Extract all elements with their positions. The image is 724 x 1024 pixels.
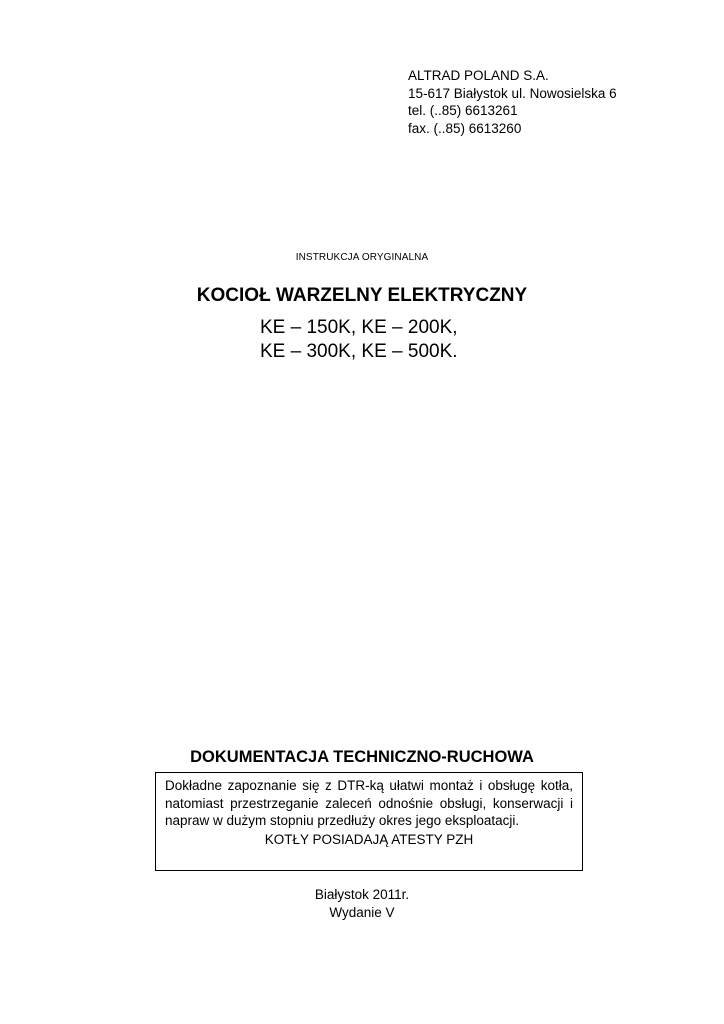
documentation-heading: DOKUMENTACJA TECHNICZNO-RUCHOWA xyxy=(190,748,534,766)
place-date: Białystok 2011r. xyxy=(314,887,410,902)
company-address: 15-617 Białystok ul. Nowosielska 6 xyxy=(408,85,617,101)
model-line-2: KE – 300K, KE – 500K. xyxy=(260,341,458,362)
document-title: KOCIOŁ WARZELNY ELEKTRYCZNY xyxy=(196,285,528,306)
company-phone: tel. (..85) 6613261 xyxy=(408,103,518,118)
notice-box xyxy=(155,772,583,871)
edition: Wydanie V xyxy=(329,904,395,920)
company-address-block xyxy=(408,67,617,137)
model-list xyxy=(260,316,458,364)
model-line-1: KE – 150K, KE – 200K, xyxy=(260,317,458,338)
notice-text: Dokładne zapoznanie się z DTR-ką ułatwi montaż i obsługę kotła, natomiast przestrzeganie zaleceń odnośnie obsługi, konserwacji i napraw w dużym stopniu przedłuży okres jego eksploatacji. xyxy=(165,778,573,828)
original-instruction-label: INSTRUKCJA ORYGINALNA xyxy=(295,252,429,263)
footer xyxy=(0,886,724,921)
company-fax: fax. (..85) 6613260 xyxy=(408,120,522,136)
company-name: ALTRAD POLAND S.A. xyxy=(408,68,549,83)
certificate-note: KOTŁY POSIADAJĄ ATESTY PZH xyxy=(264,831,474,847)
